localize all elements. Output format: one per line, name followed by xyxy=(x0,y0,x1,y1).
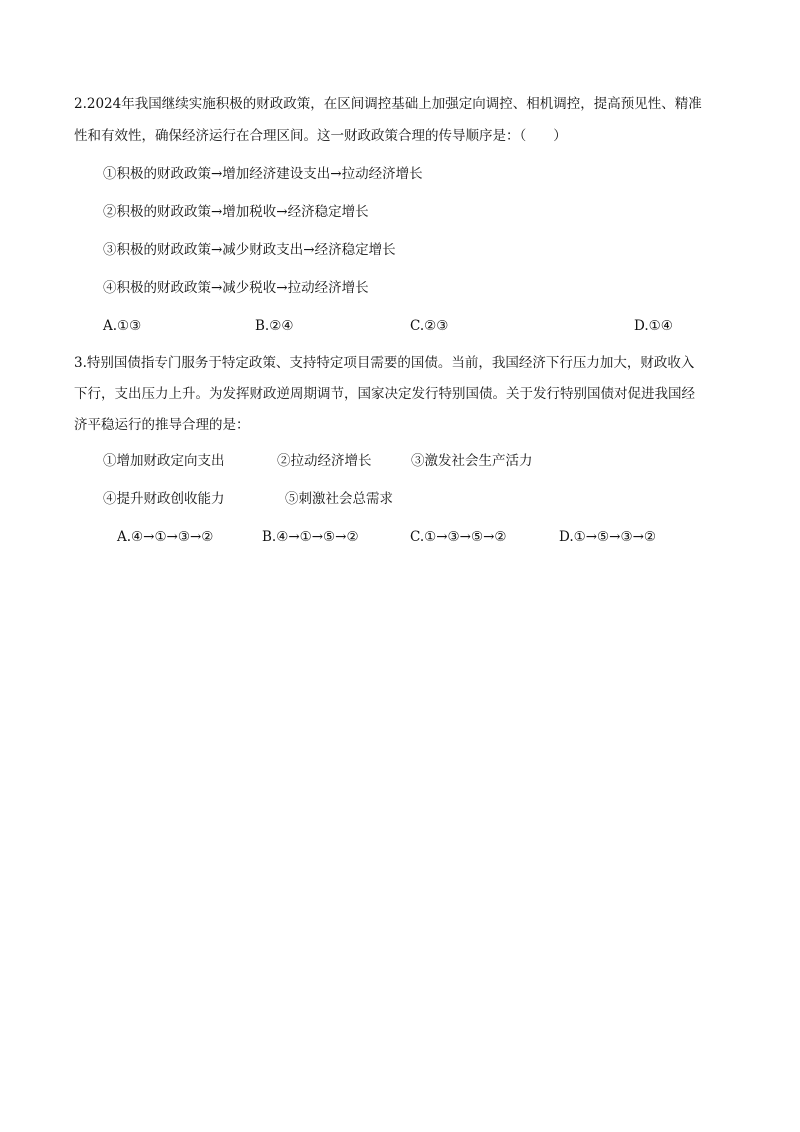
question-3-item-2: ②拉动经济增长 xyxy=(277,453,372,469)
question-3-item-3: ③激发社会生产活力 xyxy=(411,453,533,469)
question-2-statement-1: ①积极的财政政策→增加经济建设支出→拉动经济增长 xyxy=(103,166,423,182)
question-2-option-b: B.②④ xyxy=(255,318,294,334)
question-3-option-c: C.①→③→⑤→② xyxy=(410,529,507,545)
question-3-stem-line-3: 济平稳运行的推导合理的是： xyxy=(74,417,250,433)
question-3-option-b: B.④→①→⑤→② xyxy=(262,529,359,545)
question-2-statement-3: ③积极的财政政策→减少财政支出→经济稳定增长 xyxy=(103,242,396,258)
question-2-stem-line-2: 性和有效性，确保经济运行在合理区间。这一财政政策合理的传导顺序是：（ ） xyxy=(74,128,567,144)
question-2-option-a: A.①③ xyxy=(103,318,142,334)
question-3-stem-line-2: 下行，支出压力上升。为发挥财政逆周期调节，国家决定发行特别国债。关于发行特别国债对促进我国经 xyxy=(74,386,695,402)
question-2-option-d: D.①④ xyxy=(634,318,673,334)
question-3-option-a: A.④→①→③→② xyxy=(117,529,214,545)
question-2-stem-line-1: 2.2024年我国继续实施积极的财政政策，在区间调控基础上加强定向调控、相机调控，提高预见性、精准 xyxy=(74,96,702,112)
question-3-item-1: ①增加财政定向支出 xyxy=(103,453,225,469)
question-3-option-d: D.①→⑤→③→② xyxy=(559,529,656,545)
question-2-statement-4: ④积极的财政政策→减少税收→拉动经济增长 xyxy=(103,280,369,296)
question-3-stem-line-1: 3.特别国债指专门服务于特定政策、支持特定项目需要的国债。当前，我国经济下行压力加大，财政收入 xyxy=(74,355,695,371)
question-2-statement-2: ②积极的财政政策→增加税收→经济稳定增长 xyxy=(103,204,369,220)
question-3-item-4: ④提升财政创收能力 xyxy=(103,491,225,507)
question-2-option-c: C.②③ xyxy=(410,318,449,334)
question-3-item-5: ⑤刺激社会总需求 xyxy=(285,491,393,507)
